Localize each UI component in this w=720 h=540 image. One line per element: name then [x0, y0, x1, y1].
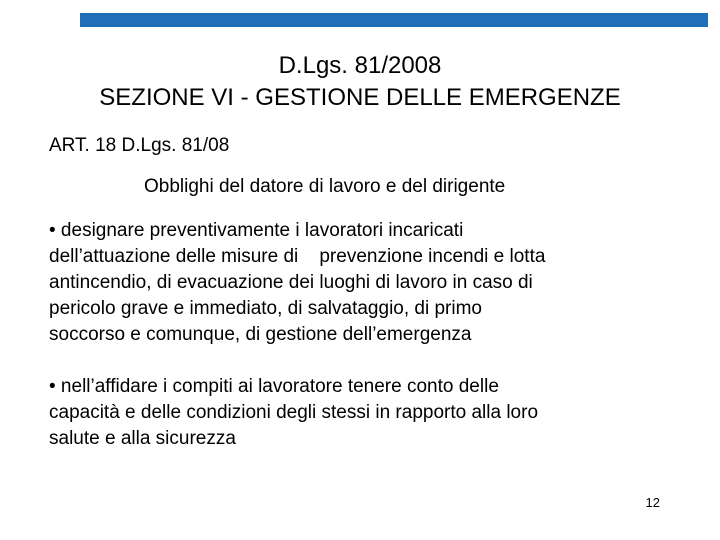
page-number: 12: [645, 495, 660, 510]
bullet-2-line-3: salute e alla sicurezza: [49, 428, 236, 449]
bullet-paragraph-1: [49, 218, 699, 348]
bullet-1-line-2: dell’attuazione delle misure di prevenzione incendi e lotta: [49, 246, 546, 267]
bullet-2-line-2: capacità e delle condizioni degli stessi in rapporto alla loro: [49, 402, 539, 423]
bullet-paragraph-2: [49, 374, 699, 452]
article-reference: ART. 18 D.Lgs. 81/08: [49, 135, 230, 156]
bullet-1-line-3: antincendio, di evacuazione dei luoghi di lavoro in caso di: [49, 272, 533, 293]
bullet-1-line-5: soccorso e comunque, di gestione dell’emergenza: [49, 324, 472, 345]
slide-title-line-2: SEZIONE VI - GESTIONE DELLE EMERGENZE: [99, 84, 621, 111]
bullet-1-line-4: pericolo grave e immediato, di salvataggio, di primo: [49, 298, 482, 319]
bullet-1-line-1: • designare preventivamente i lavoratori incaricati: [49, 220, 464, 241]
header-accent-bar: [80, 13, 708, 27]
section-subheading: Obblighi del datore di lavoro e del dirigente: [144, 176, 506, 197]
slide-title-line-1: D.Lgs. 81/2008: [278, 52, 442, 79]
bullet-2-line-1: • nell’affidare i compiti ai lavoratore tenere conto delle: [49, 376, 499, 397]
